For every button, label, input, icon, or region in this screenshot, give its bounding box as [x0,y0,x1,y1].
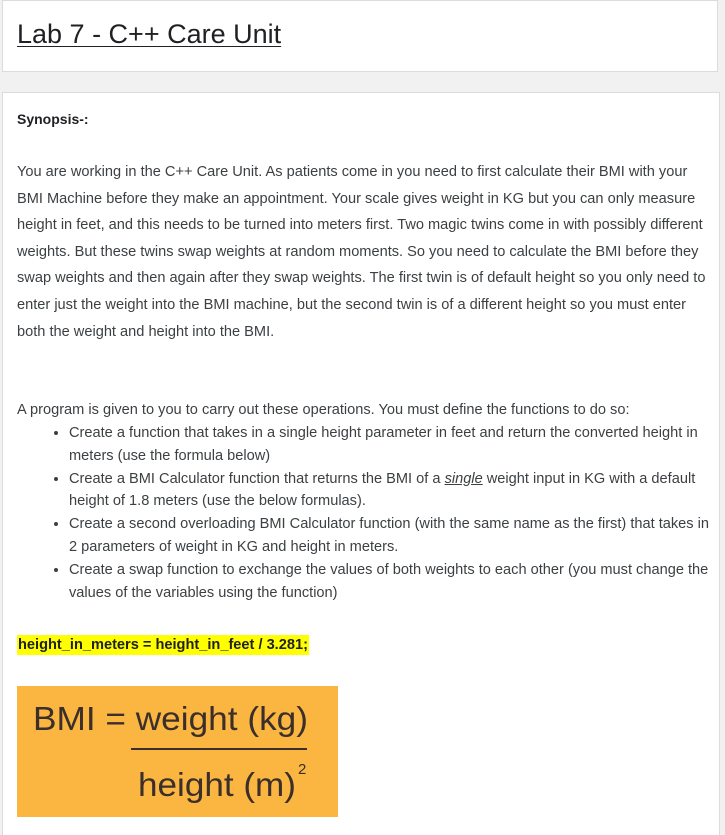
content-card [2,92,720,835]
synopsis-paragraph: You are working in the C++ Care Unit. As patients come in you need to first calculate their BMI with your BMI Machine before they make an appointment. Your scale gives weight in KG but you can only measure height in feet, and this needs to be turned into meters first. Two magic twins come in with possibly different weights. But these twins swap weights at random moments. So you need to calculate the BMI before they swap weights and then again after they swap weights. The first twin is of default height so you only need to enter just the weight into the BMI machine, but the second twin is of a different height so you must enter both the weight and height into the BMI. [17,164,706,340]
title-card [2,0,718,72]
list-item: • Create a BMI Calculator function that returns the BMI of a single weight input in KG with a default height of 1.8 meters (use the below formulas). [69,468,713,514]
requirements-list [17,422,713,604]
bmi-denominator: height (m) [138,766,296,803]
synopsis-label: Synopsis-: [17,111,89,127]
list-item: • Create a function that takes in a single height parameter in feet and return the converted height in meters (use the formula below) [69,422,713,468]
bmi-formula-image [17,686,338,817]
list-item: • Create a second overloading BMI Calculator function (with the same name as the first) that takes in 2 parameters of weight in KG and height in meters. [69,513,713,559]
list-item: • Create a swap function to exchange the values of both weights to each other (you must change the values of the variables using the function) [69,559,713,605]
bmi-exponent: 2 [298,761,307,778]
height-formula: height_in_meters = height_in_feet / 3.281; [18,637,308,653]
bmi-numerator: BMI = weight (kg) [33,700,308,737]
emphasis-text: single [444,470,483,487]
task-intro: A program is given to you to carry out these operations. You must define the functions to do so: [17,402,630,418]
page-title: Lab 7 - C++ Care Unit [17,19,282,49]
